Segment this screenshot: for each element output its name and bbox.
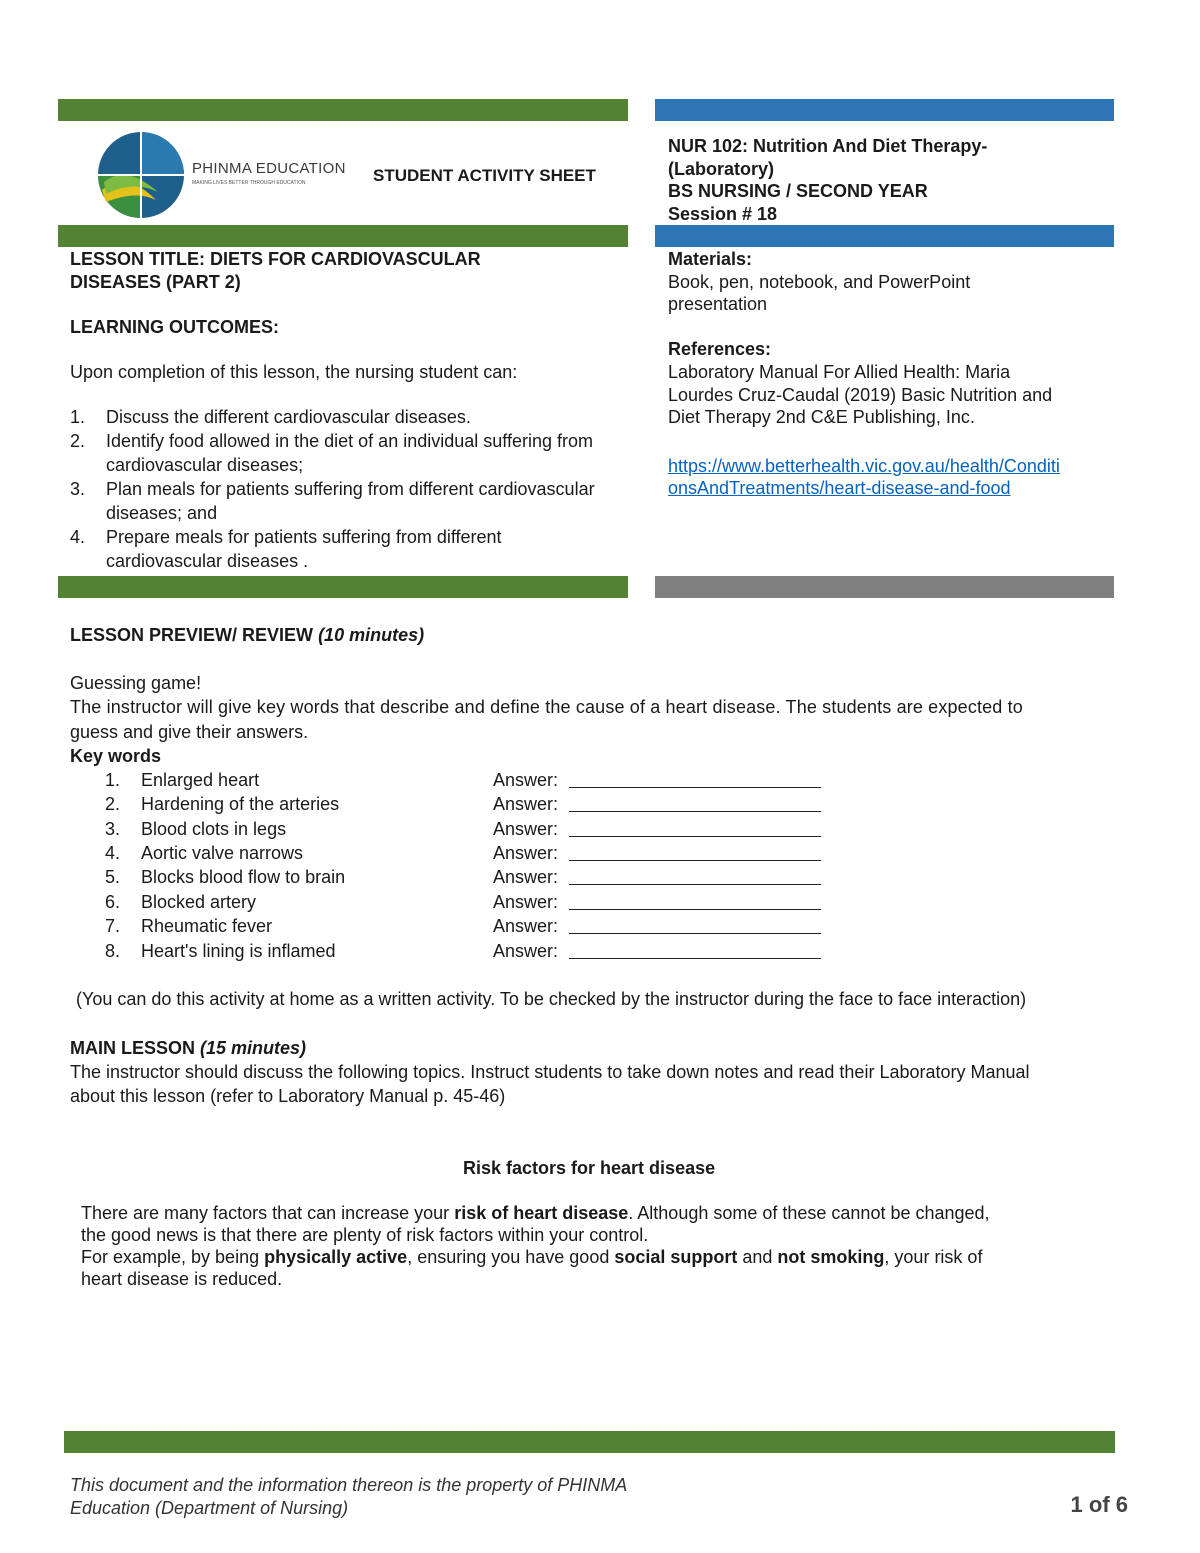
keyword-row: 1. Enlarged heart Answer:: [105, 768, 259, 792]
section-bar-right-bottom: [655, 576, 1114, 598]
risk-title: Risk factors for heart disease: [463, 1158, 716, 1178]
lesson-title-line2: DISEASES (PART 2): [70, 272, 241, 292]
keywords-heading: Key words: [70, 746, 162, 766]
activity-note: (You can do this activity at home as a written activity. To be checked by the instructor during the face to face interaction): [76, 989, 1027, 1009]
header-bar-left-top: [58, 99, 628, 121]
preview-heading: LESSON PREVIEW/ REVIEW (10 minutes): [70, 625, 425, 645]
keyword-row: 2. Hardening of the arteries Answer:: [105, 792, 339, 816]
main-lesson-line1: The instructor should discuss the following topics. Instruct students to take down notes and read their Laboratory Manual: [70, 1062, 1030, 1082]
list-item: 4. Prepare meals for patients suffering from different cardiovascular diseases .: [70, 527, 502, 571]
main-lesson-heading: MAIN LESSON (15 minutes): [70, 1038, 307, 1058]
reference-link-line1[interactable]: https://www.betterhealth.vic.gov.au/health/Conditi: [668, 456, 1060, 476]
footer-disclaimer: [70, 1474, 750, 1520]
phinma-logo: [96, 130, 346, 220]
reference-line2: Lourdes Cruz-Caudal (2019) Basic Nutrition and: [668, 385, 1053, 405]
answer-blank[interactable]: [569, 860, 821, 861]
keyword-row: 8. Heart's lining is inflamed Answer:: [105, 939, 336, 963]
learning-outcomes-list: [70, 405, 610, 573]
answer-blank[interactable]: [569, 787, 821, 788]
risk-paragraph-line2: the good news is that there are plenty of risk factors within your control.: [81, 1225, 649, 1245]
answer-blank[interactable]: [569, 909, 821, 910]
course-title-line2: (Laboratory): [668, 159, 775, 179]
risk-paragraph-line3: For example, by being physically active, ensuring you have good social support and not smoking, your risk of: [81, 1247, 983, 1267]
references-heading: References:: [668, 339, 772, 359]
logo-tagline: MAKING LIVES BETTER THROUGH EDUCATION: [192, 180, 306, 186]
outcomes-intro: Upon completion of this lesson, the nursing student can:: [70, 362, 518, 382]
preview-desc-line2: guess and give their answers.: [70, 722, 309, 742]
reference-line3: Diet Therapy 2nd C&E Publishing, Inc.: [668, 407, 975, 427]
keyword-row: 5. Blocks blood flow to brain Answer:: [105, 865, 345, 889]
footer-bar: [64, 1431, 1115, 1453]
answer-blank[interactable]: [569, 884, 821, 885]
list-item: 3. Plan meals for patients suffering from different cardiovascular diseases; and: [70, 479, 595, 523]
program-year: BS NURSING / SECOND YEAR: [668, 181, 928, 201]
footer-line1: This document and the information thereon is the property of PHINMA: [70, 1475, 628, 1495]
page-number: 1 of 6: [1070, 1492, 1128, 1517]
game-title: Guessing game!: [70, 673, 202, 693]
risk-paragraph-line1: There are many factors that can increase your risk of heart disease. Although some of these cannot be changed,: [81, 1203, 990, 1223]
keyword-row: 3. Blood clots in legs Answer:: [105, 817, 286, 841]
sheet-title: STUDENT ACTIVITY SHEET: [373, 166, 596, 185]
keyword-row: 4. Aortic valve narrows Answer:: [105, 841, 303, 865]
reference-link-line2[interactable]: onsAndTreatments/heart-disease-and-food: [668, 478, 1011, 498]
phinma-logo-icon: [96, 130, 186, 220]
section-bar-right-mid: [655, 225, 1114, 247]
risk-paragraph-line4: heart disease is reduced.: [81, 1269, 283, 1289]
session-number: Session # 18: [668, 204, 778, 224]
reference-line1: Laboratory Manual For Allied Health: Maria: [668, 362, 1011, 382]
section-bar-left-bottom: [58, 576, 628, 598]
logo-text: PHINMA EDUCATION: [192, 160, 346, 177]
keyword-row: 6. Blocked artery Answer:: [105, 890, 256, 914]
answer-blank[interactable]: [569, 958, 821, 959]
lesson-title-line1: LESSON TITLE: DIETS FOR CARDIOVASCULAR: [70, 249, 481, 269]
footer-line2: Education (Department of Nursing): [70, 1498, 349, 1518]
preview-desc-line1: The instructor will give key words that describe and define the cause of a heart disease. The students are expected to: [70, 697, 1023, 717]
learning-outcomes-heading: LEARNING OUTCOMES:: [70, 317, 279, 337]
keyword-row: 7. Rheumatic fever Answer:: [105, 914, 272, 938]
materials-line2: presentation: [668, 294, 768, 314]
answer-blank[interactable]: [569, 811, 821, 812]
list-item: 2. Identify food allowed in the diet of an individual suffering from cardiovascular diseases;: [70, 431, 593, 475]
answer-blank[interactable]: [569, 836, 821, 837]
main-lesson-line2: about this lesson (refer to Laboratory Manual p. 45-46): [70, 1086, 506, 1106]
materials-heading: Materials:: [668, 249, 753, 269]
list-item: 1. Discuss the different cardiovascular diseases.: [70, 407, 471, 427]
section-bar-left-mid: [58, 225, 628, 247]
materials-line1: Book, pen, notebook, and PowerPoint: [668, 272, 971, 292]
answer-blank[interactable]: [569, 933, 821, 934]
course-title-line1: NUR 102: Nutrition And Diet Therapy-: [668, 136, 988, 156]
header-bar-right-top: [655, 99, 1114, 121]
